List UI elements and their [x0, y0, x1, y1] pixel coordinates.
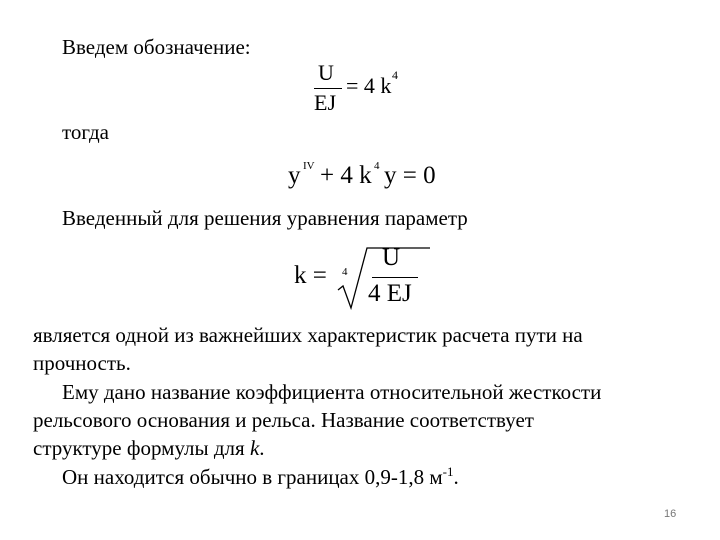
then-text: тогда [62, 120, 109, 144]
eq3-fraction-bar [372, 277, 418, 278]
para-line-1: является одной из важнейших характеристик расчета пути на [33, 323, 583, 347]
para-line-3: Ему дано название коэффициента относительной жесткости [62, 380, 602, 404]
para-line-2: прочность. [33, 351, 131, 375]
eq3-lhs: k = [294, 262, 327, 289]
eq2-y-exponent: IV [303, 160, 315, 172]
para-line-6 [62, 464, 459, 490]
eq3-numerator: U [382, 244, 401, 271]
para-line-5-text: структуре формулы для [33, 436, 250, 460]
para-line-6-text: Он находится обычно в границах 0,9-1,8 м [62, 465, 443, 489]
eq3-denominator: 4 EJ [368, 280, 412, 307]
para-line-5-k: k [249, 436, 260, 460]
eq1-denominator: EJ [314, 90, 336, 115]
equation-2 [288, 158, 458, 194]
equation-3 [294, 240, 434, 316]
para-line-5-period: . [259, 436, 265, 460]
eq1-numerator: U [318, 60, 334, 85]
eq2-middle: + 4 k [320, 162, 372, 189]
para-line-6-period: . [453, 465, 459, 489]
eq3-root-index: 4 [342, 266, 348, 278]
eq1-exponent: 4 [392, 68, 398, 82]
page-number: 16 [664, 508, 677, 520]
eq2-y: y [288, 162, 301, 189]
eq1-fraction-bar [314, 88, 342, 89]
para-line-4: рельсового основания и рельса. Название соответствует [33, 408, 534, 432]
para-line-6-exponent: -1 [442, 464, 454, 479]
equation-1 [312, 60, 422, 116]
eq2-k-exponent: 4 [374, 160, 380, 172]
eq2-end: y = 0 [384, 162, 436, 189]
eq1-rhs: = 4 k [346, 73, 392, 98]
parameter-text: Введенный для решения уравнения параметр [62, 206, 468, 230]
intro-text: Введем обозначение: [62, 35, 251, 59]
para-line-5 [33, 435, 265, 461]
